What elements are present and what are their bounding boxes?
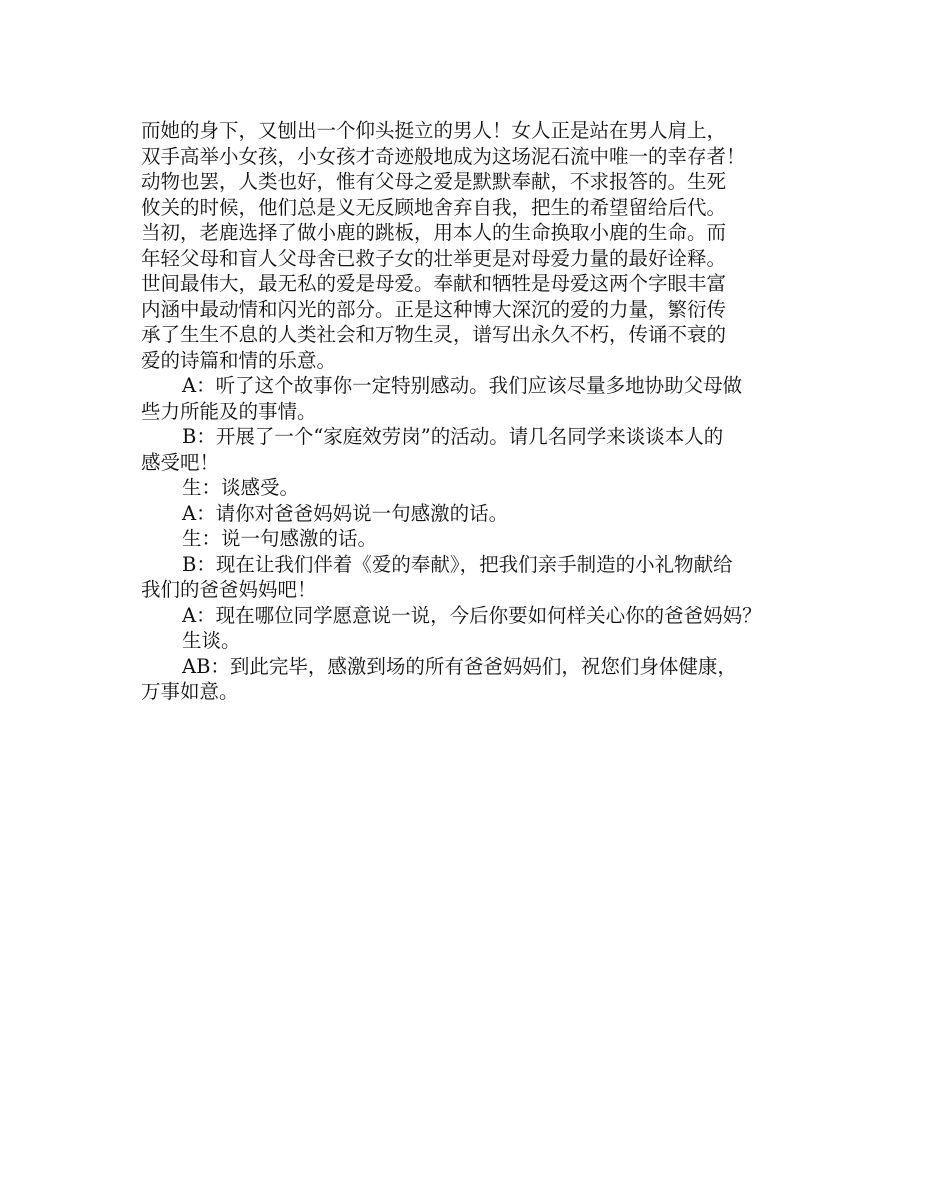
document-body [141, 118, 817, 705]
dialogue-line: A：听了这个故事你一定特别感动。我们应该尽量多地协助父母做 [182, 374, 743, 397]
text-line: 当初，老鹿选择了做小鹿的跳板，用本人的生命换取小鹿的生命。而 [141, 221, 727, 244]
text-line: 而她的身下，又刨出一个仰头挺立的男人！女人正是站在男人肩上， [141, 119, 727, 142]
dialogue-line: A：现在哪位同学愿意说一说，今后你要如何样关心你的爸爸妈妈？ [182, 603, 762, 627]
dialogue-line: A：请你对爸爸妈妈说一句感激的话。 [182, 501, 509, 525]
text-line: 我们的爸爸妈妈吧！ [141, 578, 317, 601]
dialogue-line: 生谈。 [182, 629, 241, 652]
text-line: 些力所能及的事情。 [141, 399, 317, 423]
text-line: 双手高举小女孩，小女孩才奇迹般地成为这场泥石流中唯一的幸存者！ [141, 144, 746, 168]
dialogue-line: AB：到此完毕，感激到场的所有爸爸妈妈们，祝您们身体健康， [182, 654, 737, 678]
dialogue-line: B：开展了一个“家庭效劳岗”的活动。请几名同学来谈谈本人的 [182, 425, 724, 448]
text-line: 动物也罢，人类也好，惟有父母之爱是默默奉献，不求报答的。生死 [141, 170, 727, 193]
text-line: 年轻父母和盲人父母舍已救子女的壮举更是对母爱力量的最好诠释。 [141, 246, 727, 270]
dialogue-line: B：现在让我们伴着《爱的奉献》，把我们亲手制造的小礼物献给 [182, 552, 733, 576]
text-line: 攸关的时候，他们总是义无反顾地舍弃自我，把生的希望留给后代。 [141, 195, 727, 219]
dialogue-line: 生：说一句感激的话。 [182, 527, 378, 550]
dialogue-line: 生：谈感受。 [182, 476, 300, 499]
text-line: 内涵中最动情和闪光的部分。正是这种博大深沉的爱的力量，繁衍传 [141, 297, 727, 321]
text-line: 承了生生不息的人类社会和万物生灵，谱写出永久不朽，传诵不衰的 [141, 323, 727, 346]
text-line: 感受吧！ [141, 450, 220, 474]
text-line: 世间最伟大，最无私的爱是母爱。奉献和牺牲是母爱这两个字眼丰富 [141, 272, 727, 295]
text-line: 爱的诗篇和情的乐意。 [141, 348, 337, 372]
text-line: 万事如意。 [141, 680, 239, 703]
